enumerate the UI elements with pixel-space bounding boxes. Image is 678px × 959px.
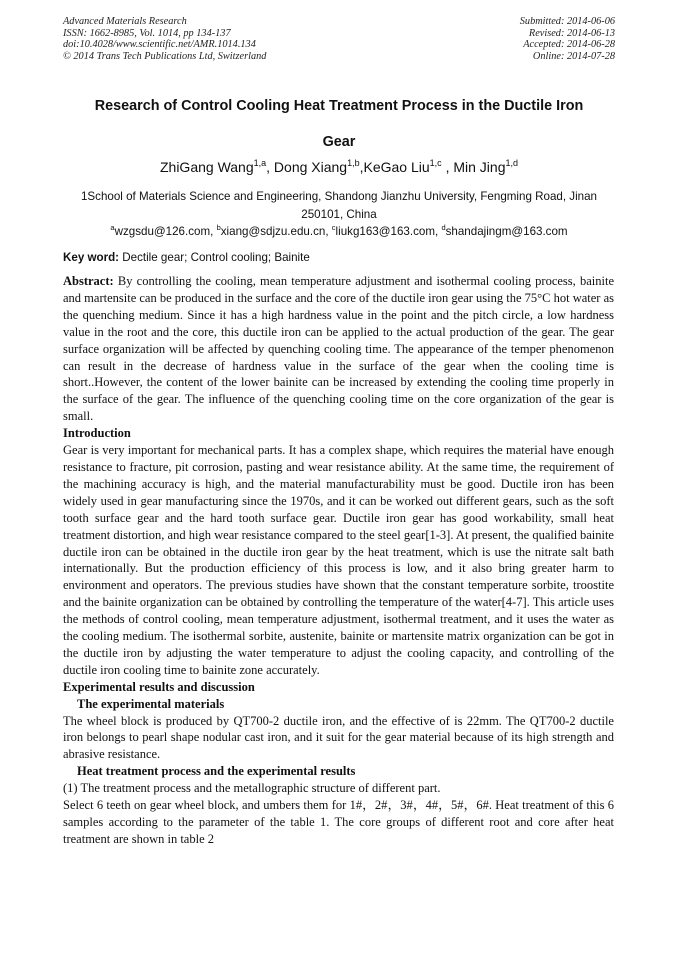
author-name: Min Jing — [453, 159, 506, 175]
keywords — [63, 250, 310, 266]
email-sup: b — [216, 223, 221, 232]
email-address[interactable]: shandajingm@163.com — [445, 225, 568, 238]
title-line-2: Gear — [322, 134, 356, 150]
paper-title — [40, 88, 638, 160]
process-text: Select 6 teeth on gear wheel block, and umbers them for 1#，2#，3#，4#，5#，6#. Heat treatment of this 6 samples according to the parameter of the table 1. The core groups of different root and core after heat treatment are shown in table 2 — [63, 798, 614, 846]
online-date: Online: 2014-07-28 — [532, 50, 615, 62]
introduction-text: Gear is very important for mechanical parts. It has a complex shape, which requires the material have enough resistance to fracture, pit corrosion, pasting and wear resistance ability. At the same time, the requirement of the machining accuracy is high, and the material manufacturability must be good. Ductile iron has been widely used in gear manufacturing since the 1970s, and it can be worked out different gears, such as the soft tooth surface gear and the hard tooth surface gear. Ductile iron gear has good workability, small heat treatment distortion, and high wear resistance compared to the steel gear[1-3]. At present, the qualified bainite ductile iron can be obtained in the ductile iron gear by the heat treatment, which is use the nitrate salt bath internationally. But the production efficiency of this process is low, and it also bring greater harm to environment and operators. The previous studies have shown that the constant temperature sorbite, troostite and the bainite organization can be obtained by controlling the temperature of the water[4-7]. This article uses the methods of control cooling, mean temperature adjustment, isothermal treatment, and it uses the water as the cooling medium. The isothermal sorbite, austenite, bainite or martensite matrix organization can be got in the ductile iron by adjusting the water temperature to adjust the cooling capacity, and controlling of the ductile iron cooling time to bainite zone accurately. — [63, 443, 614, 677]
email-sep: , — [210, 225, 217, 238]
copyright-line: © 2014 Trans Tech Publications Ltd, Switzerland — [63, 50, 267, 62]
abstract-text: By controlling the cooling, mean temperature adjustment and isothermal cooling process, bainite and martensite can be produced in the surface and the core of the ductile iron gear using the 75°C hot water as the quenching medium. Since it has a high hardness value in the point and the pitch circle, a low hardness value in the root and the core, this ductile iron can be applied to the actual production of the gear. The gear surface organization will be affected by quenching cooling time. The appearance of the temper phenomenon can result in the decrease of hardness value in the surface of the gear when the cooling time is short..However, the content of the lower bainite can be increased by extending the cooling time properly in the surface of the gear. The influence of the quenching cooling time on the core organization of the gear is small. — [63, 274, 614, 424]
journal-header — [63, 16, 266, 62]
keywords-text: Dectile gear; Control cooling; Bainite — [119, 251, 310, 264]
abstract-label: Abstract: — [63, 274, 114, 288]
affiliation: 1School of Materials Science and Engineering, Shandong Jianzhu University, Fengming Road, Jinan 250101, China — [80, 190, 597, 221]
author-affil-sup: 1,b — [347, 158, 360, 168]
author-affil-sup: 1,d — [505, 158, 519, 168]
dates-header — [520, 16, 615, 62]
author-affil-sup: 1,a — [253, 158, 267, 168]
email-list — [20, 224, 658, 240]
process-item: (1) The treatment process and the metallographic structure of different part. — [63, 781, 441, 796]
journal-name: Advanced Materials Research — [63, 16, 187, 27]
email-sup: a — [110, 223, 115, 232]
abstract — [63, 273, 614, 425]
process-heading: Heat treatment process and the experimental results — [77, 764, 356, 779]
results-heading: Experimental results and discussion — [63, 679, 255, 694]
email-address[interactable]: liukg163@163.com — [335, 225, 435, 238]
author-name: KeGao Liu — [363, 159, 430, 175]
title-line-1: Research of Control Cooling Heat Treatment Process in the Ductile Iron — [94, 98, 584, 114]
revised-date: Revised: 2014-06-13 — [528, 27, 615, 39]
materials-heading: The experimental materials — [77, 696, 225, 711]
submitted-date: Submitted: 2014-06-06 — [519, 16, 615, 27]
author-sep: , — [441, 159, 454, 175]
email-sup: c — [331, 223, 336, 232]
email-sep: , — [434, 225, 442, 238]
email-sup: d — [441, 223, 446, 232]
email-sep: , — [325, 225, 332, 238]
materials-text: The wheel block is produced by QT700-2 ductile iron, and the effective of is 22mm. The QT700-2 ductile iron belongs to pearl shape nodular cast iron, and it suit for the gear material because of its high strength and abrasive resistance. — [63, 713, 614, 762]
author-name: ZhiGang Wang — [159, 159, 254, 175]
paper-body — [63, 273, 614, 848]
keywords-label: Key word: — [63, 251, 120, 264]
email-address[interactable]: wzgsdu@126.com — [114, 225, 211, 238]
author-affil-sup: 1,c — [429, 158, 442, 168]
accepted-date: Accepted: 2014-06-28 — [523, 39, 615, 51]
author-name: Dong Xiang — [273, 159, 348, 175]
author-list — [20, 157, 658, 177]
doi-line: doi:10.4028/www.scientific.net/AMR.1014.134 — [63, 39, 256, 51]
author-sep: , — [359, 159, 364, 175]
email-address[interactable]: xiang@sdjzu.edu.cn — [220, 225, 326, 238]
issn-line: ISSN: 1662-8985, Vol. 1014, pp 134-137 — [63, 27, 231, 39]
author-sep: , — [266, 159, 274, 175]
introduction-heading: Introduction — [63, 426, 131, 441]
